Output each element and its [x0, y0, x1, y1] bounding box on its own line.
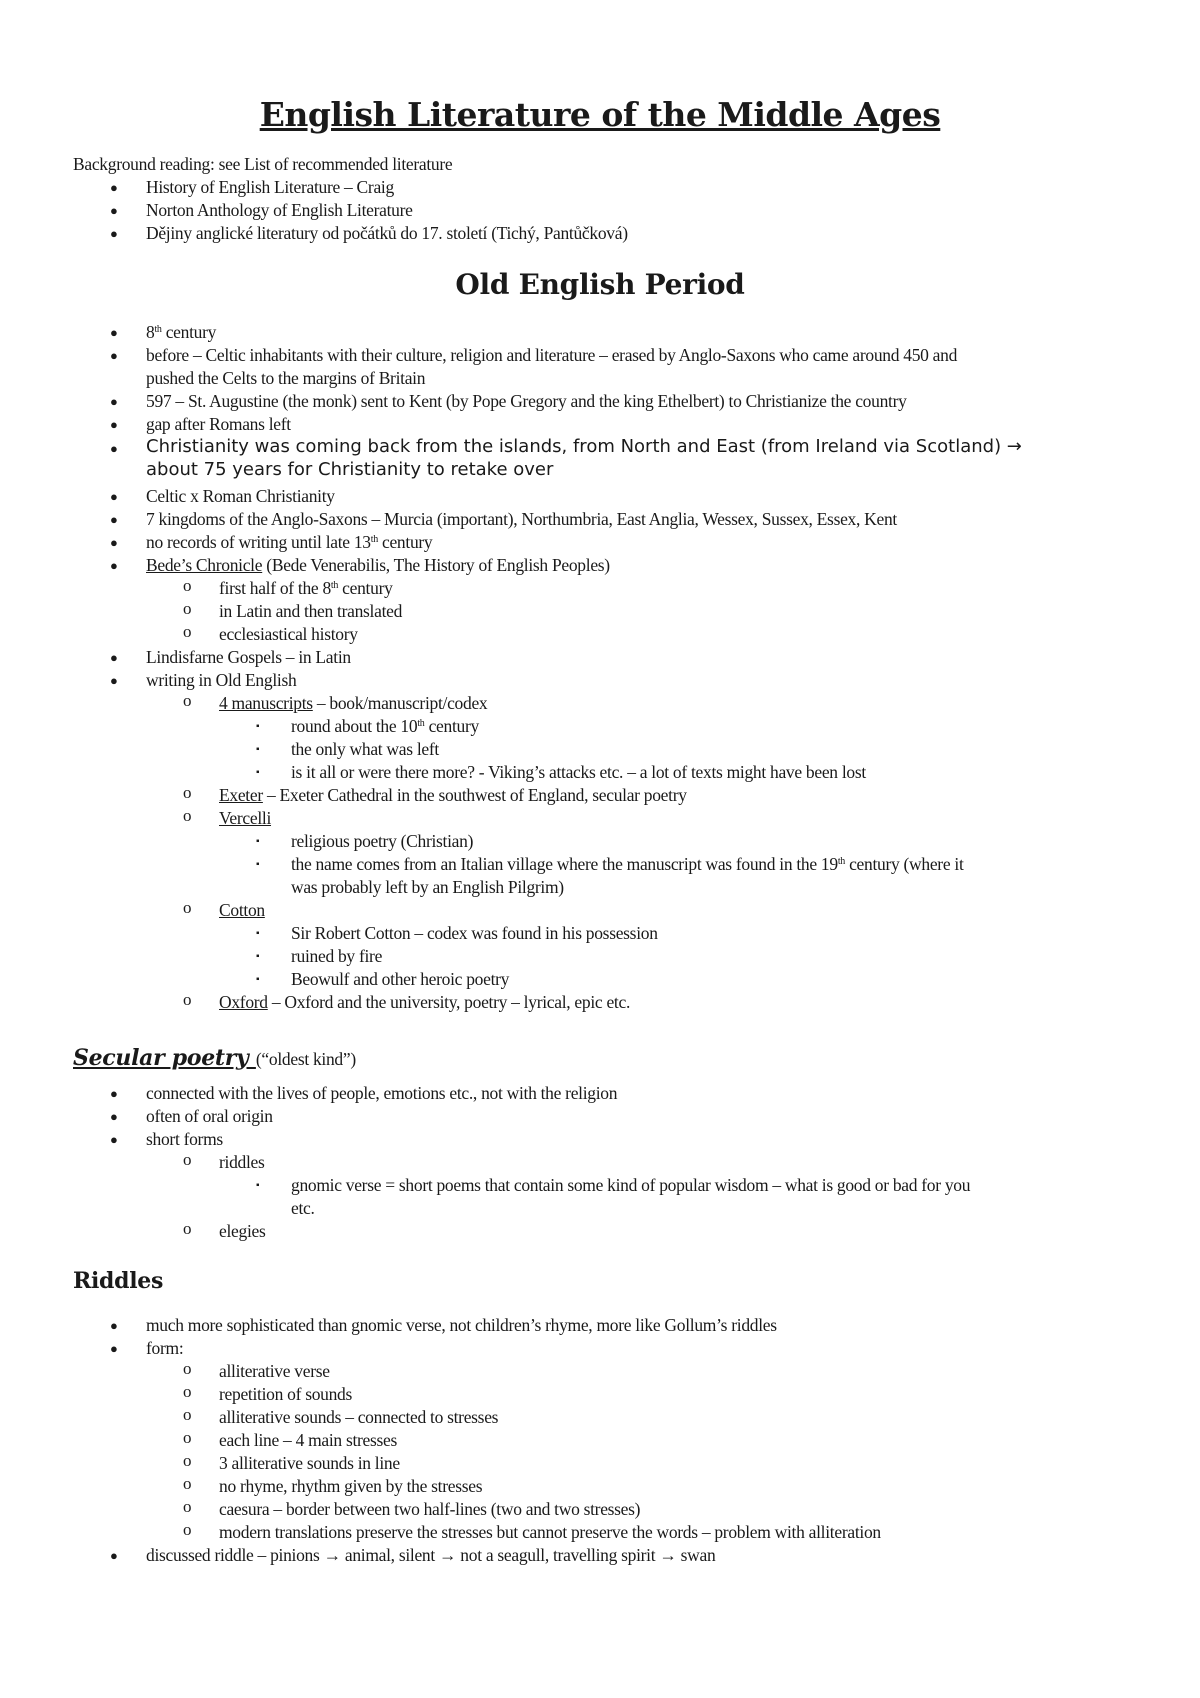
bullet-icon: ● — [110, 1318, 118, 1333]
list-subsubitem: ruined by fire — [291, 946, 383, 966]
list-item-continuation: pushed the Celts to the margins of Britain — [146, 368, 426, 388]
list-subitem: caesura – border between two half-lines (two and two stresses) — [219, 1499, 641, 1519]
list-subsubitem: the only what was left — [291, 739, 439, 759]
list-subitem: first half of the 8th century — [219, 578, 393, 598]
list-item: connected with the lives of people, emotions etc., not with the religion — [146, 1083, 618, 1103]
bullet-icon: ● — [110, 348, 118, 363]
bullet-icon: ● — [110, 535, 118, 550]
list-subitem: ecclesiastical history — [219, 624, 358, 644]
list-subitem: each line – 4 main stresses — [219, 1430, 398, 1450]
bullet-icon: ● — [110, 441, 118, 456]
list-item: before – Celtic inhabitants with their culture, religion and literature – erased by Anglo-Saxons who came around 450 and — [146, 345, 958, 365]
list-subsubitem: is it all or were there more? - Viking’s attacks etc. – a lot of texts might have been lost — [291, 762, 866, 782]
list-subitem: alliterative sounds – connected to stresses — [219, 1407, 499, 1427]
list-item: writing in Old English — [146, 670, 297, 690]
old-english-heading: Old English Period — [455, 268, 745, 301]
background-item: History of English Literature – Craig — [146, 177, 394, 197]
circle-bullet-icon: o — [183, 691, 192, 710]
list-subsubitem: round about the 10th century — [291, 716, 479, 736]
list-subitem: alliterative verse — [219, 1361, 330, 1381]
list-item: often of oral origin — [146, 1106, 273, 1126]
bullet-icon: ● — [110, 203, 118, 218]
list-item: much more sophisticated than gnomic verse, not children’s rhyme, more like Gollum’s riddles — [146, 1315, 777, 1335]
bullet-icon: ● — [110, 325, 118, 340]
list-item: Celtic x Roman Christianity — [146, 486, 335, 506]
circle-bullet-icon: o — [183, 1428, 192, 1447]
bullet-icon: ● — [110, 558, 118, 573]
list-subsubitem-continuation: etc. — [291, 1198, 315, 1218]
list-subitem: Exeter – Exeter Cathedral in the southwest of England, secular poetry — [219, 785, 687, 805]
background-item: Norton Anthology of English Literature — [146, 200, 413, 220]
square-bullet-icon: ▪ — [256, 859, 260, 870]
circle-bullet-icon: o — [183, 1520, 192, 1539]
bullet-icon: ● — [110, 180, 118, 195]
list-subitem: Vercelli — [219, 808, 272, 828]
list-item-continuation: about 75 years for Christianity to retake over — [146, 459, 554, 480]
list-item: Christianity was coming back from the islands, from North and East (from Ireland via Scotland) → — [146, 436, 1022, 457]
list-subsubitem: the name comes from an Italian village where the manuscript was found in the 19th century (where it — [291, 854, 964, 874]
list-subitem: repetition of sounds — [219, 1384, 353, 1404]
list-item: 8th century — [146, 322, 217, 342]
list-subitem: Oxford – Oxford and the university, poetry – lyrical, epic etc. — [219, 992, 631, 1012]
circle-bullet-icon: o — [183, 1405, 192, 1424]
bullet-icon: ● — [110, 226, 118, 241]
list-subitem: 4 manuscripts – book/manuscript/codex — [219, 693, 488, 713]
circle-bullet-icon: o — [183, 622, 192, 641]
list-subitem: no rhyme, rhythm given by the stresses — [219, 1476, 483, 1496]
riddles-heading: Riddles — [73, 1268, 164, 1294]
bullet-icon: ● — [110, 1548, 118, 1563]
square-bullet-icon: ▪ — [256, 974, 260, 985]
square-bullet-icon: ▪ — [256, 1180, 260, 1191]
circle-bullet-icon: o — [183, 783, 192, 802]
bullet-icon: ● — [110, 650, 118, 665]
square-bullet-icon: ▪ — [256, 767, 260, 778]
list-item: short forms — [146, 1129, 223, 1149]
list-subsubitem: religious poetry (Christian) — [291, 831, 474, 851]
list-subitem: riddles — [219, 1152, 265, 1172]
bullet-icon: ● — [110, 489, 118, 504]
list-item: no records of writing until late 13th century — [146, 532, 433, 552]
circle-bullet-icon: o — [183, 1451, 192, 1470]
square-bullet-icon: ▪ — [256, 951, 260, 962]
circle-bullet-icon: o — [183, 1497, 192, 1516]
bullet-icon: ● — [110, 394, 118, 409]
list-item: Lindisfarne Gospels – in Latin — [146, 647, 351, 667]
list-item: gap after Romans left — [146, 414, 291, 434]
list-subitem: modern translations preserve the stresses but cannot preserve the words – problem with alliteration — [219, 1522, 881, 1542]
square-bullet-icon: ▪ — [256, 744, 260, 755]
square-bullet-icon: ▪ — [256, 721, 260, 732]
circle-bullet-icon: o — [183, 1359, 192, 1378]
list-item: 597 – St. Augustine (the monk) sent to Kent (by Pope Gregory and the king Ethelbert) to Christianize the country — [146, 391, 907, 411]
circle-bullet-icon: o — [183, 599, 192, 618]
bullet-icon: ● — [110, 417, 118, 432]
list-subitem: in Latin and then translated — [219, 601, 403, 621]
bullet-icon: ● — [110, 1086, 118, 1101]
list-subsubitem: gnomic verse = short poems that contain some kind of popular wisdom – what is good or bad for you — [291, 1175, 971, 1195]
list-subsubitem: Sir Robert Cotton – codex was found in his possession — [291, 923, 658, 943]
bullet-icon: ● — [110, 673, 118, 688]
circle-bullet-icon: o — [183, 990, 192, 1009]
circle-bullet-icon: o — [183, 806, 192, 825]
list-item: form: — [146, 1338, 184, 1358]
background-intro: Background reading: see List of recommended literature — [73, 154, 453, 174]
circle-bullet-icon: o — [183, 1382, 192, 1401]
list-item: Bede’s Chronicle (Bede Venerabilis, The History of English Peoples) — [146, 555, 610, 575]
background-item: Dějiny anglické literatury od počátků do 17. století (Tichý, Pantůčková) — [146, 223, 628, 243]
bullet-icon: ● — [110, 1109, 118, 1124]
document-title: English Literature of the Middle Ages — [259, 95, 941, 134]
square-bullet-icon: ▪ — [256, 928, 260, 939]
bullet-icon: ● — [110, 512, 118, 527]
circle-bullet-icon: o — [183, 1474, 192, 1493]
list-subsubitem-continuation: was probably left by an English Pilgrim) — [291, 877, 564, 897]
list-item: discussed riddle – pinions → animal, silent → not a seagull, travelling spirit → swan — [146, 1545, 716, 1565]
square-bullet-icon: ▪ — [256, 836, 260, 847]
list-subitem: Cotton — [219, 900, 265, 920]
bullet-icon: ● — [110, 1341, 118, 1356]
list-subitem: 3 alliterative sounds in line — [219, 1453, 400, 1473]
list-item: 7 kingdoms of the Anglo-Saxons – Murcia (important), Northumbria, East Anglia, Wessex, Sussex, Essex, Kent — [146, 509, 897, 529]
list-subitem: elegies — [219, 1221, 266, 1241]
secular-heading: Secular poetry (“oldest kind”) — [73, 1045, 356, 1071]
list-subsubitem: Beowulf and other heroic poetry — [291, 969, 510, 989]
circle-bullet-icon: o — [183, 1219, 192, 1238]
circle-bullet-icon: o — [183, 1150, 192, 1169]
circle-bullet-icon: o — [183, 898, 192, 917]
bullet-icon: ● — [110, 1132, 118, 1147]
circle-bullet-icon: o — [183, 576, 192, 595]
